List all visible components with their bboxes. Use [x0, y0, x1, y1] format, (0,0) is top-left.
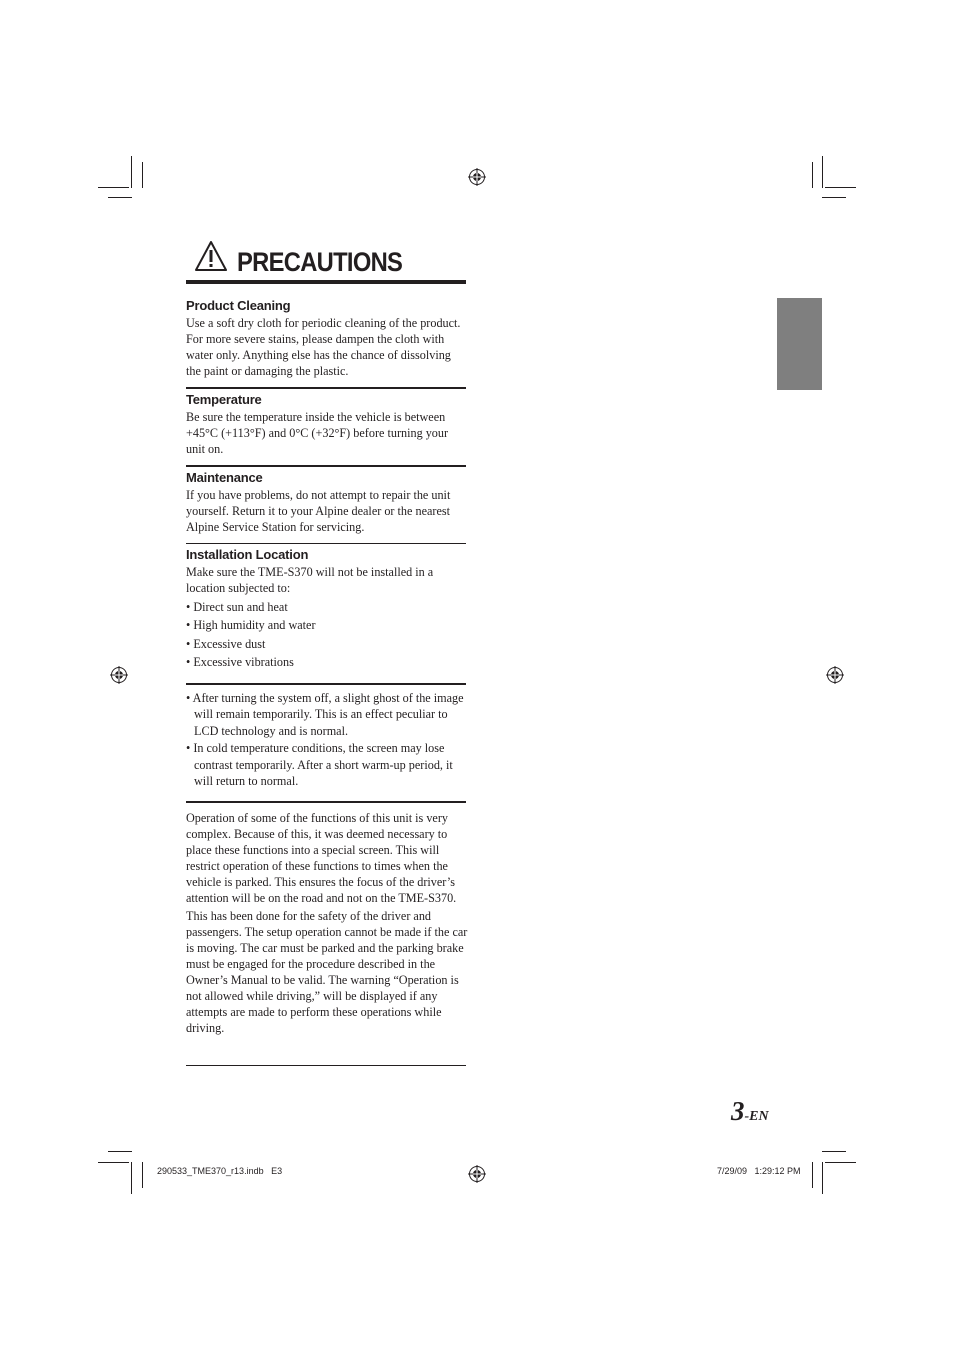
page-title: PRECAUTIONS	[237, 247, 403, 277]
notice-text: Operation of some of the functions of this unit is very complex. Because of this, it was deemed necessary to place these functions into a special screen. This will restrict operation of these functions to times when the vehicle is parked. This ensures the focus of the driver’s attention will be on the road and not on the TME-S370.	[186, 811, 457, 905]
crop-mark	[825, 1162, 856, 1163]
slug-timestamp: 7/29/09 1:29:12 PM	[717, 1166, 801, 1176]
crop-mark	[108, 197, 132, 198]
warning-triangle-icon	[194, 240, 228, 272]
section-heading: Installation Location	[186, 547, 309, 562]
registration-mark-icon	[468, 1165, 486, 1183]
page-number-suffix: -EN	[744, 1109, 769, 1124]
section-text: Use a soft dry cloth for periodic cleaning of the product. For more severe stains, please dampen the cloth with water only. Anything else has the chance of dissolving the paint or damaging the plastic.	[186, 316, 461, 378]
crop-mark	[108, 1151, 132, 1152]
section-heading: Temperature	[186, 392, 262, 407]
section-divider	[186, 683, 466, 685]
registration-mark-icon	[110, 666, 128, 684]
driving-notice	[186, 810, 468, 1036]
registration-mark-icon	[468, 168, 486, 186]
section-maintenance	[186, 470, 468, 535]
section-text: Make sure the TME-S370 will not be installed in a location subjected to:	[186, 565, 434, 595]
section-divider	[186, 465, 466, 467]
slug-file: 290533_TME370_r13.indb E3	[157, 1166, 283, 1176]
list-item: • High humidity and water	[186, 618, 316, 633]
crop-mark	[131, 156, 132, 188]
section-divider	[186, 1065, 466, 1066]
crop-mark	[822, 1162, 823, 1194]
crop-mark	[812, 162, 813, 188]
page-number	[731, 1096, 769, 1127]
notes-list	[186, 690, 468, 790]
list-item: • Direct sun and heat	[186, 600, 288, 614]
crop-mark	[822, 1151, 846, 1152]
section-temperature	[186, 392, 468, 457]
notice-text: This has been done for the safety of the driver and passengers. The setup operation cannot be made if the car is moving. The car must be parked and the parking brake must be engaged for the procedure described in the Owner’s Manual to be valid. The warning “Operation is not allowed while driving,” will be displayed if any attempts are made to perform these operations while driving.	[186, 909, 468, 1035]
page-number-digit: 3	[731, 1096, 745, 1126]
section-text: Be sure the temperature inside the vehicle is between +45°C (+113°F) and 0°C (+32°F) before turning your unit on.	[186, 410, 449, 456]
crop-mark	[825, 187, 856, 188]
crop-mark	[98, 187, 129, 188]
section-text: If you have problems, do not attempt to repair the unit yourself. Return it to your Alpine dealer or the nearest Alpine Service Station for servicing.	[186, 488, 451, 534]
crop-mark	[812, 1162, 813, 1188]
list-item: • After turning the system off, a slight ghost of the image will remain temporarily. This is an effect peculiar to LCD technology and is normal.	[186, 691, 464, 738]
list-item: • Excessive dust	[186, 636, 266, 651]
section-heading: Product Cleaning	[186, 298, 291, 313]
crop-mark	[142, 1162, 143, 1188]
crop-mark	[131, 1162, 132, 1194]
list-item: • Excessive vibrations	[186, 655, 294, 670]
page-header	[186, 238, 466, 284]
section-divider	[186, 801, 466, 803]
section-installation-location	[186, 547, 468, 672]
crop-mark	[98, 1162, 129, 1163]
section-divider	[186, 387, 466, 389]
section-divider	[186, 543, 466, 544]
crop-mark	[822, 197, 846, 198]
language-tab	[777, 298, 822, 390]
section-heading: Maintenance	[186, 470, 263, 485]
list-item: • In cold temperature conditions, the screen may lose contrast temporarily. After a short warm-up period, it will return to normal.	[186, 741, 453, 789]
registration-mark-icon	[826, 666, 844, 684]
header-rule	[186, 280, 466, 284]
crop-mark	[142, 162, 143, 188]
crop-mark	[822, 156, 823, 188]
section-product-cleaning	[186, 298, 468, 379]
